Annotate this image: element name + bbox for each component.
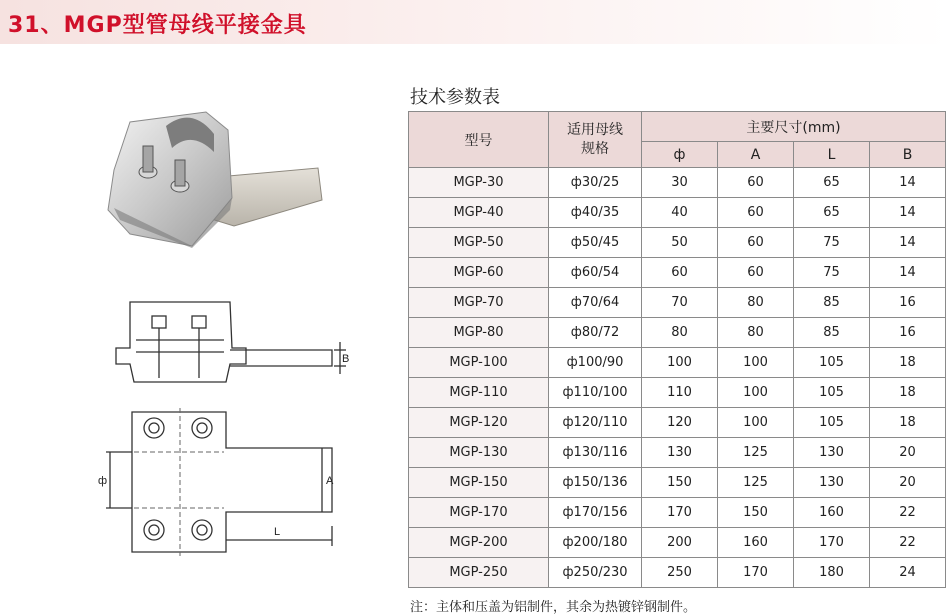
cell-a: 80	[718, 318, 794, 348]
cell-model: MGP-150	[409, 468, 549, 498]
side-bolt-1	[152, 316, 166, 328]
cell-l: 160	[794, 498, 870, 528]
cell-phi: 120	[642, 408, 718, 438]
cell-spec: ф100/90	[549, 348, 642, 378]
cell-l: 105	[794, 408, 870, 438]
product-photo	[96, 100, 336, 250]
table-row	[409, 438, 946, 468]
cell-phi: 110	[642, 378, 718, 408]
cell-model: MGP-80	[409, 318, 549, 348]
cell-model: MGP-100	[409, 348, 549, 378]
cell-spec: ф40/35	[549, 198, 642, 228]
cell-spec: ф120/110	[549, 408, 642, 438]
dim-l-label: L	[274, 526, 281, 538]
cell-model: MGP-200	[409, 528, 549, 558]
table-row	[409, 528, 946, 558]
cell-phi: 200	[642, 528, 718, 558]
cell-model: MGP-130	[409, 438, 549, 468]
cell-l: 85	[794, 288, 870, 318]
bolt-1-shank	[143, 146, 153, 172]
cell-spec: ф60/54	[549, 258, 642, 288]
cell-l: 130	[794, 468, 870, 498]
table-row	[409, 198, 946, 228]
header-model: 型号	[409, 112, 549, 168]
header-phi: ф	[642, 142, 718, 168]
dim-phi-label: ф	[98, 475, 108, 487]
cell-model: MGP-250	[409, 558, 549, 588]
cell-a: 125	[718, 468, 794, 498]
cell-l: 105	[794, 348, 870, 378]
cell-l: 65	[794, 198, 870, 228]
cell-spec: ф50/45	[549, 228, 642, 258]
cell-b: 14	[870, 228, 946, 258]
cell-b: 14	[870, 258, 946, 288]
table-row	[409, 318, 946, 348]
plan-bolt-4	[192, 520, 212, 540]
cell-l: 85	[794, 318, 870, 348]
table-row	[409, 558, 946, 588]
cell-a: 60	[718, 168, 794, 198]
table-row	[409, 408, 946, 438]
side-view-outline	[116, 302, 246, 382]
cell-spec: ф80/72	[549, 318, 642, 348]
table-row	[409, 468, 946, 498]
cell-model: MGP-60	[409, 258, 549, 288]
technical-drawing	[96, 290, 352, 560]
cell-phi: 130	[642, 438, 718, 468]
cell-b: 24	[870, 558, 946, 588]
cell-phi: 80	[642, 318, 718, 348]
cell-a: 100	[718, 378, 794, 408]
cell-b: 16	[870, 318, 946, 348]
cell-b: 16	[870, 288, 946, 318]
cell-a: 150	[718, 498, 794, 528]
cell-l: 75	[794, 258, 870, 288]
cell-l: 75	[794, 228, 870, 258]
cell-phi: 250	[642, 558, 718, 588]
cell-spec: ф170/156	[549, 498, 642, 528]
cell-spec: ф70/64	[549, 288, 642, 318]
cell-spec: ф130/116	[549, 438, 642, 468]
spec-table	[408, 111, 946, 588]
cell-a: 160	[718, 528, 794, 558]
table-row	[409, 228, 946, 258]
cell-a: 170	[718, 558, 794, 588]
cell-l: 105	[794, 378, 870, 408]
dim-a-label: A	[326, 475, 334, 487]
cell-a: 60	[718, 198, 794, 228]
table-row	[409, 348, 946, 378]
bolt-2-shank	[175, 160, 185, 186]
cell-b: 18	[870, 348, 946, 378]
cell-a: 100	[718, 408, 794, 438]
cell-b: 14	[870, 198, 946, 228]
cell-l: 170	[794, 528, 870, 558]
cell-model: MGP-50	[409, 228, 549, 258]
table-row	[409, 258, 946, 288]
header-dims: 主要尺寸(mm)	[642, 112, 946, 142]
cell-spec: ф110/100	[549, 378, 642, 408]
footnote: 注：主体和压盖为铝制件，其余为热镀锌钢制件。	[410, 600, 697, 615]
cell-a: 60	[718, 258, 794, 288]
cell-model: MGP-120	[409, 408, 549, 438]
header-a: A	[718, 142, 794, 168]
plan-bolt-3	[144, 520, 164, 540]
cell-b: 18	[870, 378, 946, 408]
header-b: B	[870, 142, 946, 168]
cell-a: 125	[718, 438, 794, 468]
cell-phi: 50	[642, 228, 718, 258]
cell-spec: ф30/25	[549, 168, 642, 198]
header-l: L	[794, 142, 870, 168]
table-row	[409, 378, 946, 408]
cell-l: 65	[794, 168, 870, 198]
table-row	[409, 288, 946, 318]
cell-spec: ф150/136	[549, 468, 642, 498]
cell-a: 60	[718, 228, 794, 258]
page-title: 31、MGP型管母线平接金具	[8, 13, 307, 38]
cell-model: MGP-30	[409, 168, 549, 198]
cell-phi: 30	[642, 168, 718, 198]
header-spec: 适用母线 规格	[549, 112, 642, 168]
cell-phi: 150	[642, 468, 718, 498]
plan-bolt-2	[192, 418, 212, 438]
cell-model: MGP-70	[409, 288, 549, 318]
cell-spec: ф200/180	[549, 528, 642, 558]
table-row	[409, 498, 946, 528]
cell-l: 130	[794, 438, 870, 468]
dim-b-label: B	[342, 353, 350, 365]
cell-phi: 40	[642, 198, 718, 228]
cell-model: MGP-110	[409, 378, 549, 408]
cell-a: 100	[718, 348, 794, 378]
cell-l: 180	[794, 558, 870, 588]
cell-spec: ф250/230	[549, 558, 642, 588]
cell-phi: 100	[642, 348, 718, 378]
cell-b: 22	[870, 528, 946, 558]
cell-b: 18	[870, 408, 946, 438]
cell-a: 80	[718, 288, 794, 318]
cell-b: 14	[870, 168, 946, 198]
table-row	[409, 168, 946, 198]
cell-phi: 170	[642, 498, 718, 528]
cell-model: MGP-40	[409, 198, 549, 228]
cell-phi: 70	[642, 288, 718, 318]
cell-b: 22	[870, 498, 946, 528]
table-title: 技术参数表	[410, 87, 500, 108]
cell-b: 20	[870, 438, 946, 468]
plan-bolt-1	[144, 418, 164, 438]
cell-phi: 60	[642, 258, 718, 288]
side-bolt-2	[192, 316, 206, 328]
cell-b: 20	[870, 468, 946, 498]
cell-model: MGP-170	[409, 498, 549, 528]
